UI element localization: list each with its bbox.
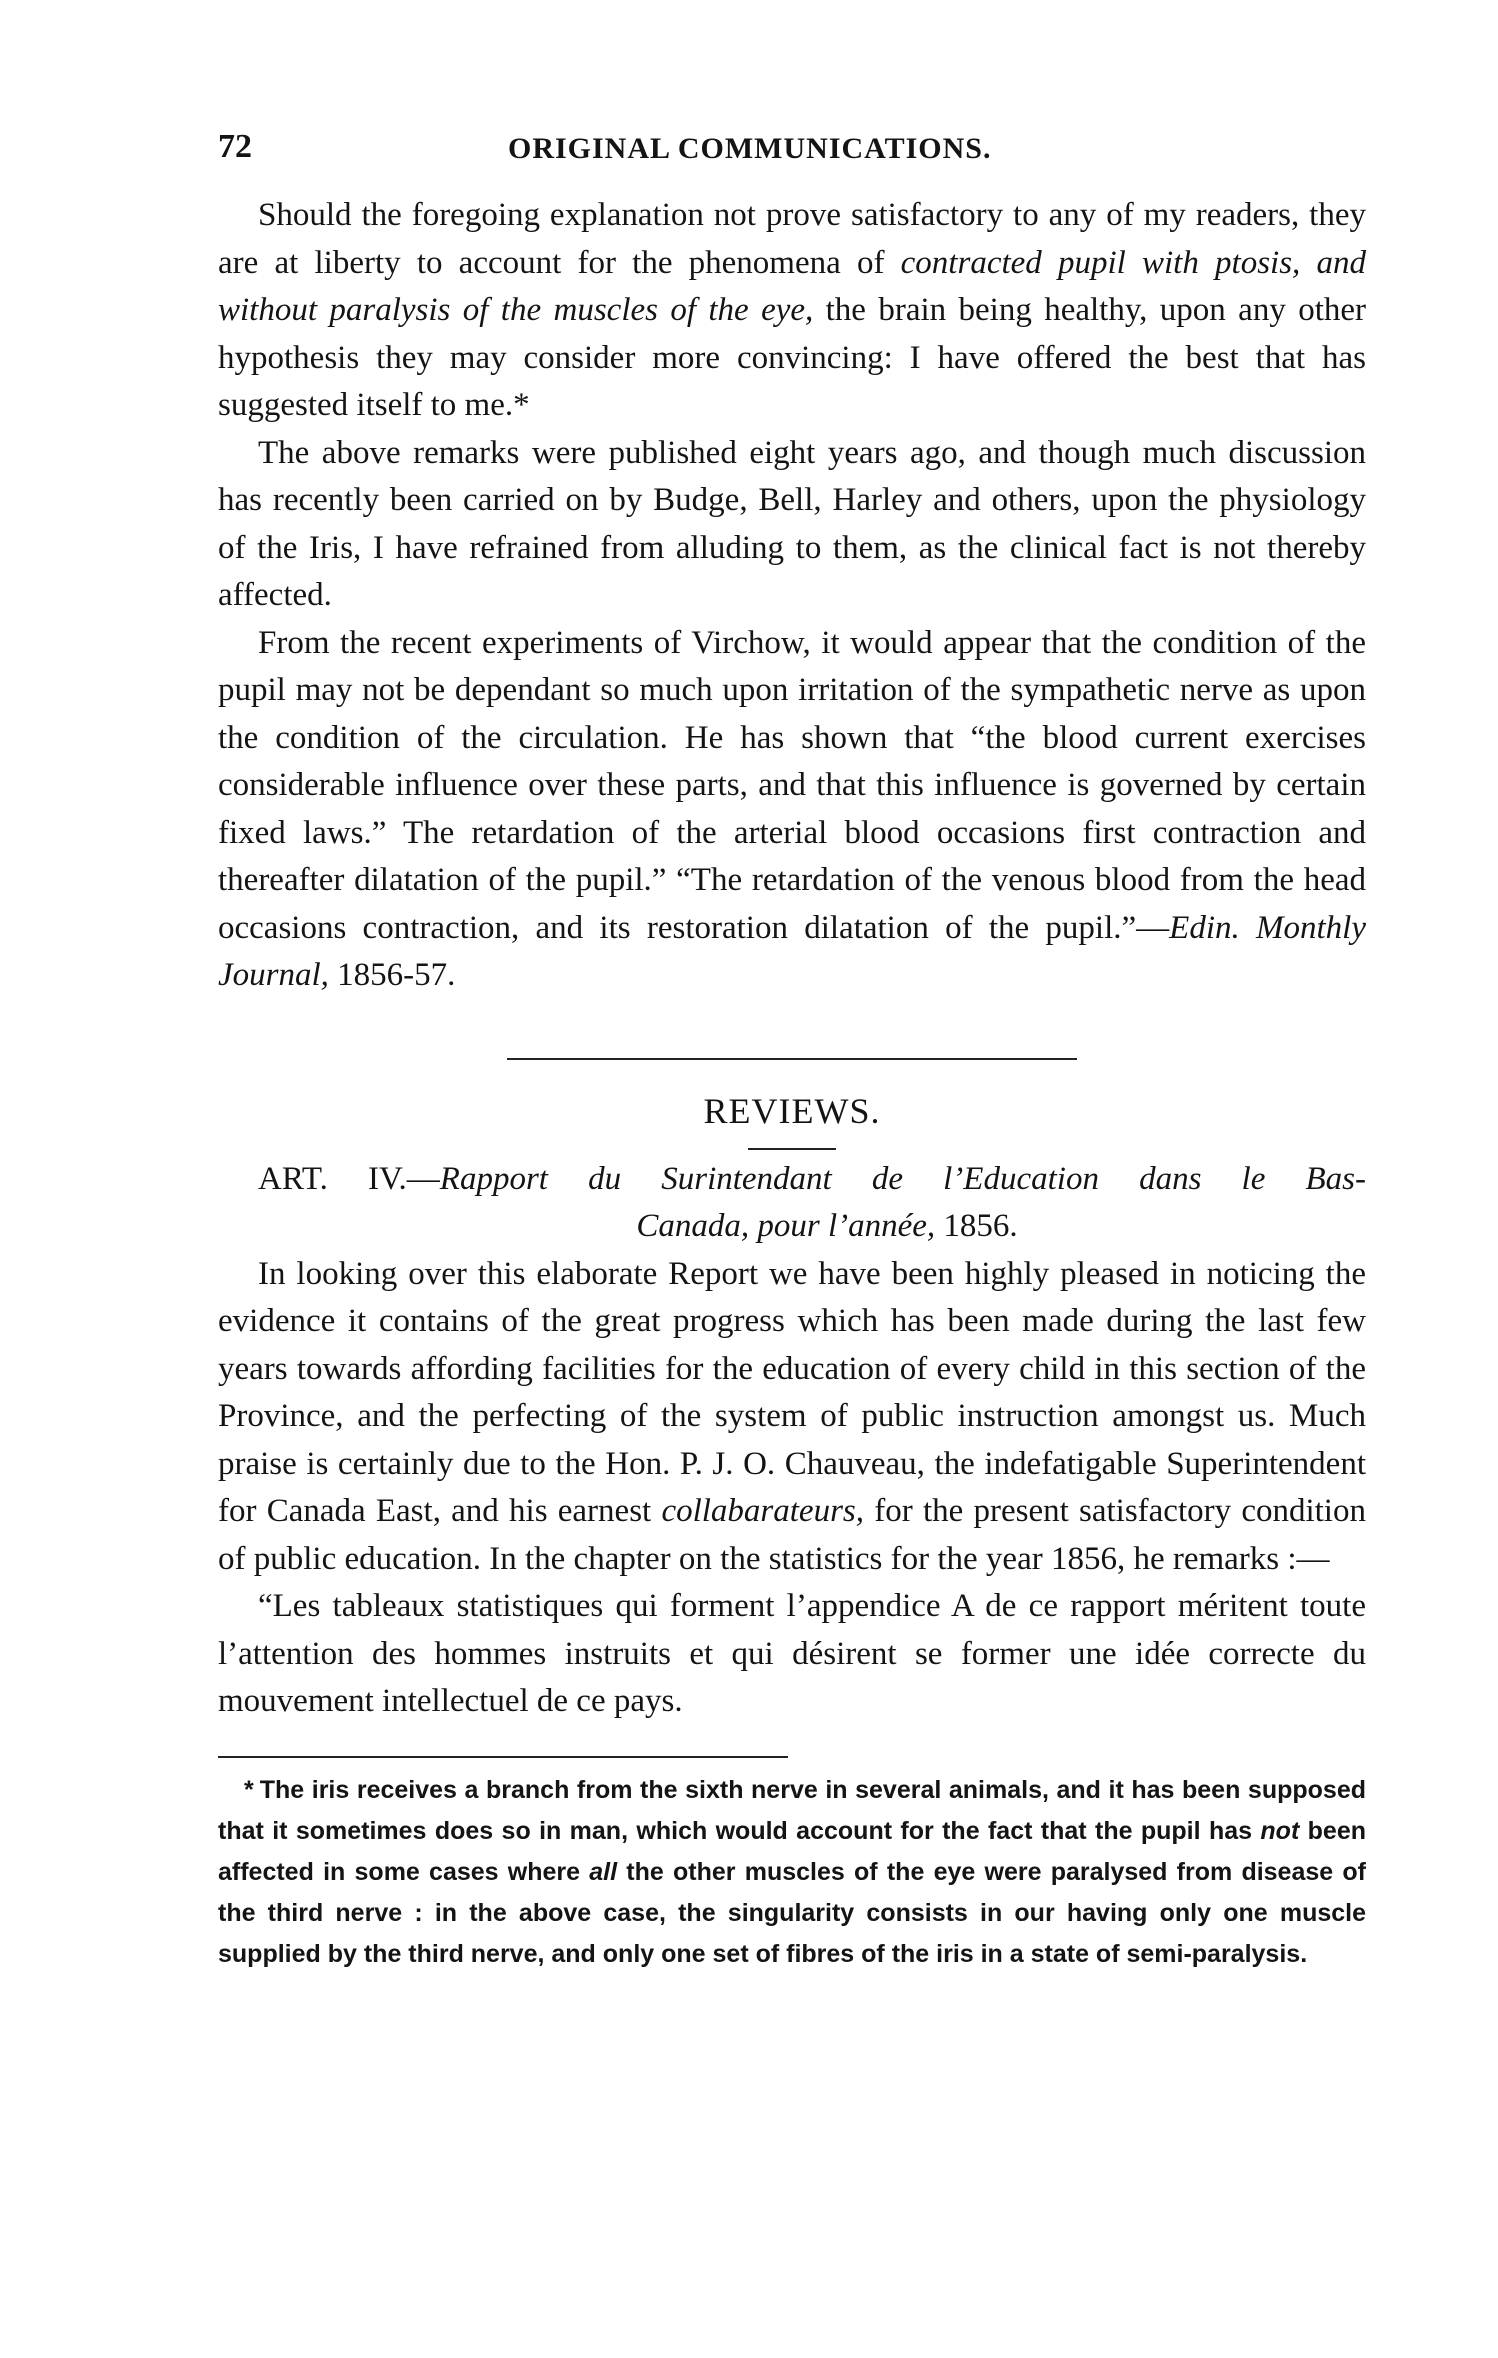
paragraph-remarks: The above remarks were published eight years ago, and though much discussion has recently been carried on by Budge, Bell, Harley and others, upon the physiology of the Iris, I have refrained from alluding to them, as the clinical fact is not thereby affected. <box>218 434 1366 613</box>
page-number: 72 <box>218 128 252 165</box>
heading-rule <box>748 1148 836 1150</box>
italic-word: collabarateurs, <box>661 1493 865 1529</box>
paragraph-text: Should the foregoing explanation not prove satisfactory to any of my readers, they are at liberty to account for the phenomena of <box>218 197 1366 281</box>
citation-year: 1856-57. <box>328 957 456 993</box>
article-title: Rapport du Surintendant de l’Education dans le Bas- <box>439 1160 1366 1197</box>
footnote-italic: all <box>589 1857 618 1886</box>
footnote-italic: not <box>1260 1816 1300 1845</box>
article-year: 1856. <box>935 1208 1018 1244</box>
article-title-line-2 <box>218 1203 1366 1251</box>
footnote-divider <box>218 1756 788 1758</box>
running-title: ORIGINAL COMMUNICATIONS. <box>508 132 992 165</box>
footnote-text: been affected in some cases where <box>218 1816 1367 1886</box>
paragraph-explanation <box>218 192 1366 430</box>
paragraph-report <box>218 1251 1366 1584</box>
paragraph-text: In looking over this elaborate Report we have been highly pleased in noticing the evidence it contains of the great progress which has been made during the last few years towards affording facilities for the education of every child in this section of the Province, and the perfecting of the system of public instruction amongst us. Much praise is certainly due to the Hon. P. J. O. Chauveau, the indefatigable Superintendent for Canada East, and his earnest <box>218 1255 1366 1529</box>
article-label: ART. IV.— <box>258 1160 440 1197</box>
italic-phrase: contracted pupil with ptosis, and without paralysis of the muscles of the eye, <box>218 244 1367 328</box>
paragraph-text: From the recent experiments of Virchow, it would appear that the condition of the pupil may not be dependant so much upon irritation of the sympathetic nerve as upon the condition of the circulation. He has shown that “the blood current exercises considerable influence over these parts, and that this influence is governed by certain fixed laws.” The retardation of the arterial blood occasions first contraction and thereafter dilatation of the pupil.” “The retardation of the venous blood from the head occasions contraction, and its restoration dilatation of the pupil.”— <box>218 624 1366 946</box>
article-title: Canada, pour l’année, <box>636 1208 936 1244</box>
reviews-heading: REVIEWS. <box>703 1090 881 1131</box>
article-title-line-1 <box>218 1156 1366 1204</box>
page <box>218 128 1366 1975</box>
running-head <box>218 128 1366 184</box>
footnote <box>218 1770 1366 1975</box>
footnote-marker: * <box>244 1775 254 1804</box>
journal-citation: Edin. Monthly Journal, <box>218 909 1366 993</box>
paragraph-text: for the present satisfactory condition of public education. In the chapter on the statistics for the year 1856, he remarks :— <box>218 1493 1366 1577</box>
paragraph-french-quote: “Les tableaux statistiques qui forment l’appendice A de ce rapport méritent toute l’attention des hommes instruits et qui désirent se former une idée correcte du mouvement intellectuel de ce pays. <box>218 1588 1366 1719</box>
footnote-text: the other muscles of the eye were paralysed from disease of the third nerve : in the above case, the singularity consists in our having only one muscle supplied by the third nerve, and only one set of fibres of the iris in a state of semi-paralysis. <box>218 1857 1366 1968</box>
footnote-text: The iris receives a branch from the sixth nerve in several animals, and it has been supposed that it sometimes does so in man, which would account for the fact that the pupil has <box>218 1775 1366 1845</box>
section-divider <box>507 1058 1077 1060</box>
paragraph-text: the brain being healthy, upon any other hypothesis they may consider more convincing: I have offered the best that has suggested itself to me.* <box>218 292 1366 423</box>
paragraph-virchow <box>218 620 1366 1000</box>
